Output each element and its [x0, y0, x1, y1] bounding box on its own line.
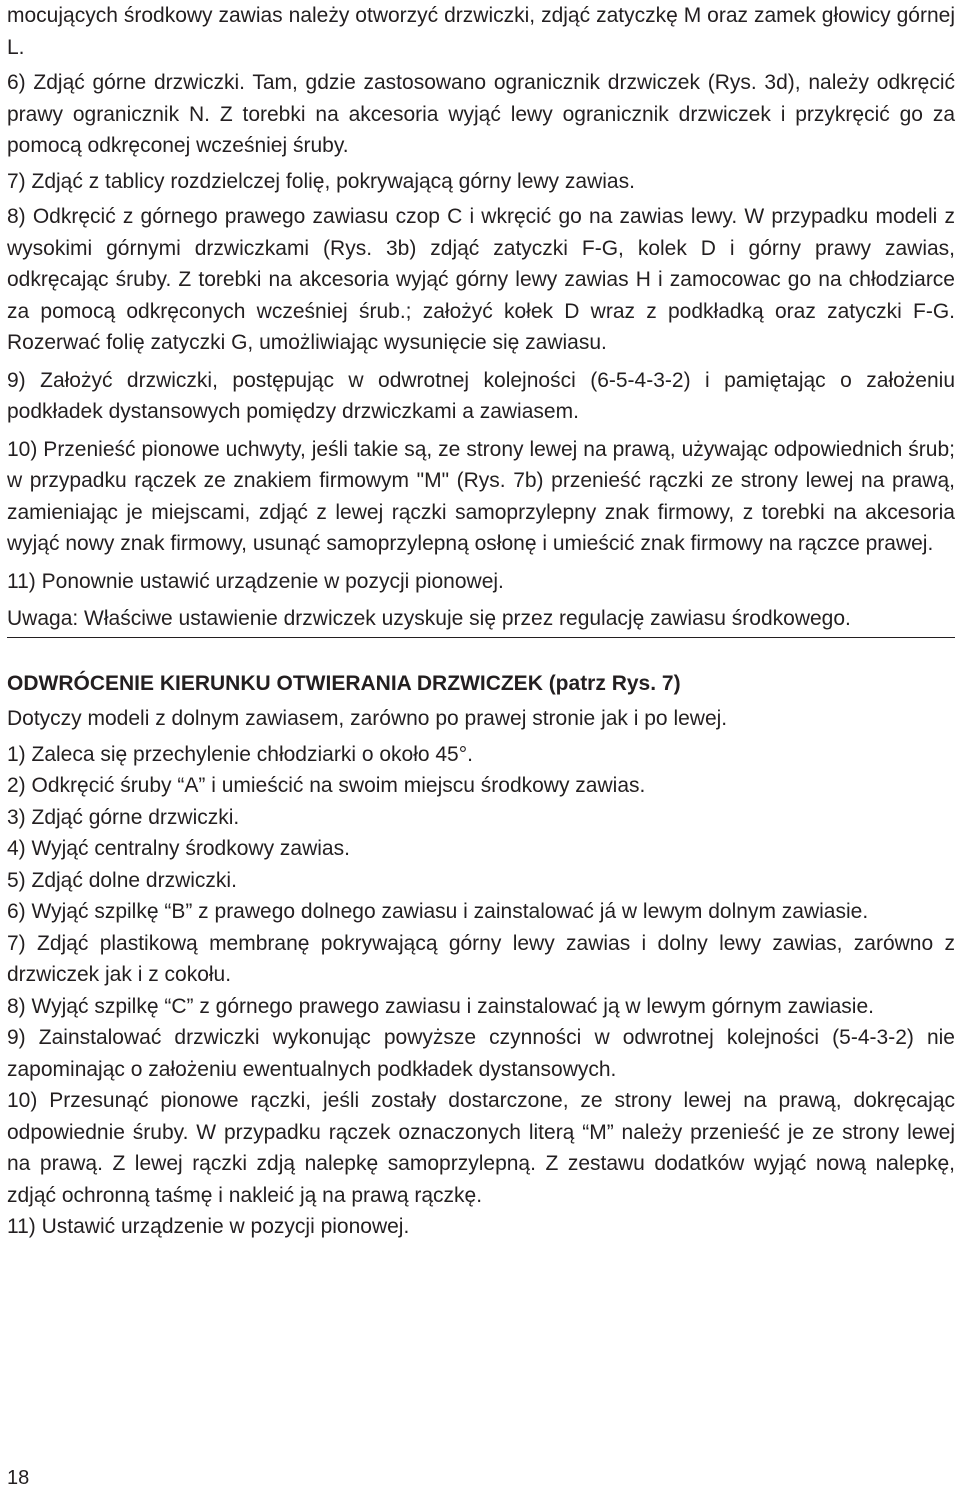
step-item-9: 9) Zainstalować drzwiczki wykonując powyższe czynności w odwrotnej kolejności (5-4-3-2) nie zapominając o założeniu ewentualnych podkładek dystansowych.	[7, 1026, 955, 1081]
step-item-1: 1) Zaleca się przechylenie chłodziarki o około 45°.	[7, 742, 473, 766]
paragraph-step-9: 9) Założyć drzwiczki, postępując w odwrotnej kolejności (6-5-4-3-2) i pamiętając o założeniu podkładek dystansowych pomiędzy drzwiczkami a zawiasem.	[7, 368, 955, 423]
step-item-3: 3) Zdjąć górne drzwiczki.	[7, 805, 240, 829]
step-item-2: 2) Odkręcić śruby “A” i umieścić na swoim miejscu środkowy zawias.	[7, 774, 646, 797]
step-item-5: 5) Zdjąć dolne drzwiczki.	[7, 868, 237, 892]
steps-list	[7, 739, 955, 1243]
paragraph-step-8: 8) Odkręcić z górnego prawego zawiasu czop C i wkręcić go na zawias lewy. W przypadku modeli z wysokimi górnymi drzwiczkami (Rys. 3b) zdjąć zatyczki F-G, kolek D i górny prawy zawias, odkręcając śruby. Z torebki na akcesoria wyjąć górny lewy zawias H i zamocowac go na chłodziarce za pomocą odkręconych wcześniej śrub.; założyć kołek D wraz z podkładką oraz zatyczki F-G. Rozerwać folię zatyczki G, umożliwiając wysunięcie się zawiasu.	[7, 205, 955, 354]
paragraph-step-10: 10) Przenieść pionowe uchwyty, jeśli takie są, ze strony lewej na prawą, używając odpowiednich śrub; w przypadku rączek ze znakiem firmowym "M" (Rys. 7b) przenieść rączki ze strony lewej na prawą, zamieniając je miejscami, zdjąć z lewej rączki samoprzylepny znak firmowy, z torebki na akcesoria wyjąć nowy znak firmowy, usunąć samoprzylepną osłonę i umieścić znak firmowy na rączce prawej.	[7, 437, 955, 555]
step-item-11: 11) Ustawić urządzenie w pozycji pionowej.	[7, 1215, 410, 1238]
paragraph-step-7: 7) Zdjąć z tablicy rozdzielczej folię, pokrywającą górny lewy zawias.	[7, 169, 635, 193]
section-door-reversal	[7, 668, 955, 1243]
document-page	[7, 0, 955, 1243]
paragraph-step-6: 6) Zdjąć górne drzwiczki. Tam, gdzie zastosowano ogranicznik drzwiczek (Rys. 3d), należy odkręcić prawy ogranicznik N. Z torebki na akcesoria wyjąć lewy ogranicznik drzwiczek i przykręcić go za pomocą odkręconej wcześniej śruby.	[7, 71, 955, 157]
section-heading: ODWRÓCENIE KIERUNKU OTWIERANIA DRZWICZEK (patrz Rys. 7)	[7, 671, 681, 695]
step-item-8: 8) Wyjąć szpilkę “C” z górnego prawego zawiasu i zainstalować ją w lewym górnym zawiasie.	[7, 994, 874, 1018]
step-item-6: 6) Wyjąć szpilkę “B” z prawego dolnego zawiasu i zainstalować já w lewym dolnym zawiasie.	[7, 900, 869, 923]
step-item-7: 7) Zdjąć plastikową membranę pokrywającą górny lewy zawias i dolny lewy zawias, zarówno z drzwiczek jak i z cokołu.	[7, 931, 955, 986]
paragraph-step-11: 11) Ponownie ustawić urządzenie w pozycji pionowej.	[7, 569, 504, 593]
section-hinge-reversal	[7, 0, 955, 638]
step-item-4: 4) Wyjąć centralny środkowy zawias.	[7, 837, 350, 860]
step-item-10: 10) Przesunąć pionowe rączki, jeśli zostały dostarczone, ze strony lewej na prawą, dokręcając odpowiednie śruby. W przypadku rączek oznaczonych literą “M” należy przenieść je ze strony lewej na prawą. Z lewej rączki zdją nalepkę samoprzylepną. Z zestawu dodatków wyjąć nową nalepkę, zdjąć ochronną taśmę i nakleić ją na prawą rączkę.	[7, 1089, 955, 1207]
section-intro: Dotyczy modeli z dolnym zawiasem, zarówno po prawej stronie jak i po lewej.	[7, 707, 728, 730]
note-paragraph: Uwaga: Właściwe ustawienie drzwiczek uzyskuje się przez regulację zawiasu środkowego.	[7, 603, 955, 638]
paragraph-intro: mocujących środkowy zawias należy otworzyć drzwiczki, zdjąć zatyczkę M oraz zamek głowicy górnej L.	[7, 4, 955, 59]
page-number: 18	[7, 1467, 30, 1489]
